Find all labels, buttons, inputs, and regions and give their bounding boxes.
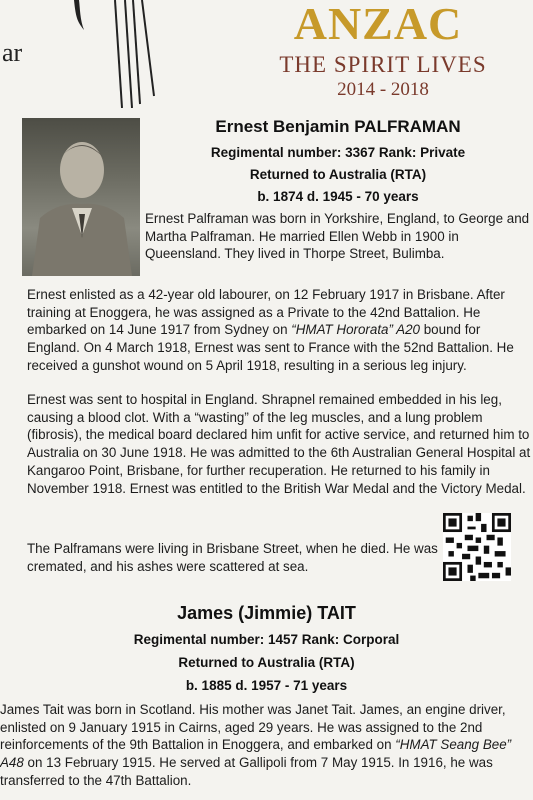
soldier1-ship-name: “HMAT Hororata” A20 [291, 322, 421, 338]
banner-tagline: THE SPIRIT LIVES [279, 52, 487, 77]
soldier2-regimental-rank: Regimental number: 1457 Rank: Corporal [133, 632, 400, 647]
portrait-figure [22, 118, 140, 276]
banner-years: 2014 - 2018 [337, 79, 429, 100]
soldier2-ship-name: “HMAT Seang Bee” A48 [0, 737, 512, 771]
soldier1-regimental-rank: Regimental number: 3367 Rank: Private [210, 145, 466, 160]
soldier1-para-birth: Ernest Palframan was born in Yorkshire, England, to George and Martha Palframan. He married Ellen Webb in 1900 in Queensland. They lived in Thorpe Street, Bulimba. [145, 211, 530, 262]
soldier2-name: James (Jimmie) TAIT [177, 603, 356, 623]
soldier2-para-bio [0, 701, 533, 790]
soldier2-para-b: on 13 February 1915. He served at Gallipoli from 7 May 1915. In 1916, he was transferred to the 47th Battalion. [0, 755, 493, 788]
soldier2-life: b. 1885 d. 1957 - 71 years [185, 678, 348, 693]
banner-title: ANZAC [293, 0, 463, 49]
soldier1-para-enlist-a: Ernest enlisted as a 42-year old labourer, on 12 February 1917 in Brisbane. After training at Enoggera, he was assigned as a Private to the 42nd Battalion. He embarked on 14 June 1917 from Sydney on [27, 287, 505, 338]
soldier1-life: b. 1874 d. 1945 - 70 years [257, 189, 419, 204]
poppy-stems-icon [70, 0, 170, 108]
soldier1-para-enlist-b: bound for England. On 4 March 1918, Ernest was sent to France with the 52nd Battalion. He received a gunshot wound on 5 April 1918, resulting in a serious leg injury. [27, 322, 514, 373]
soldier1-status: Returned to Australia (RTA) [249, 167, 427, 182]
anzac-banner [0, 0, 533, 112]
soldier1-para-death: The Palframans were living in Brisbane Street, when he died. He was cremated, and his ashes were scattered at sea. [27, 541, 438, 574]
soldier2-para-a: James Tait was born in Scotland. His mother was Janet Tait. James, an engine driver, enlisted on 9 January 1915 in Cairns, aged 29 years. He was assigned to the 2nd reinforcements of the 9th Battalion in Enoggera, and embarked on [0, 702, 506, 753]
banner-partial-word: ar [2, 38, 23, 67]
soldier1-para-hospital: Ernest was sent to hospital in England. Shrapnel remained embedded in his leg, causing a blood clot. With a “wasting” of the leg muscles, and a lung problem (fibrosis), the medical board declared him unfit for active service, and returned him to Australia on 30 June 1918. He was admitted to the 6th Australian General Hospital at Kangaroo Point, Brisbane, for further recuperation. He returned to his family in November 1918. Ernest was entitled to the British War Medal and the Victory Medal. [27, 392, 531, 496]
soldier1-para-enlist [27, 286, 527, 375]
soldier1-name: Ernest Benjamin PALFRAMAN [215, 117, 461, 136]
qr-code-icon[interactable] [443, 513, 511, 581]
portrait-photo [22, 118, 140, 276]
soldier2-status: Returned to Australia (RTA) [178, 655, 355, 670]
